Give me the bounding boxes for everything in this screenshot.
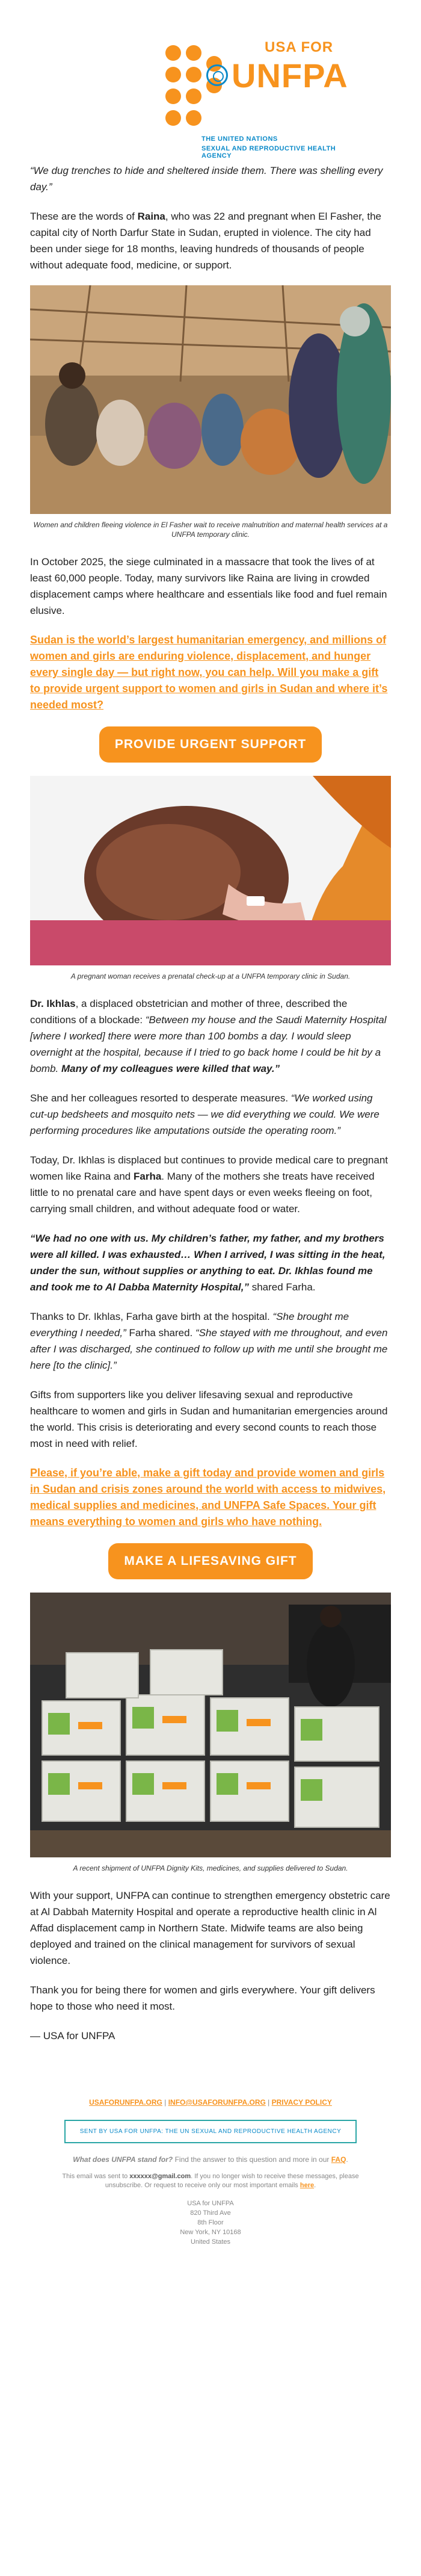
thank-you-paragraph: Thank you for being there for women and girls everywhere. Your gift delivers hope to those who need it most. xyxy=(30,1984,375,2012)
un-globe-icon xyxy=(206,64,228,86)
button-row-1 xyxy=(30,726,391,763)
button-row-2 xyxy=(30,1543,391,1579)
photo-supply-shipment[interactable] xyxy=(30,1593,391,1857)
desperate-measures-paragraph: She and her colleagues resorted to desperate measures. “We worked using cut-up bedsheets and mosquito nets — we did everything we could. We were performing procedures like amputations outside the operating room.” xyxy=(30,1092,380,1136)
mailing-address: USA for UNFPA 820 Third Ave 8th Floor New York, NY 10168 United States xyxy=(180,2200,241,2246)
footer-links: USAFORUNFPA.ORG | INFO@USAFORUNFPA.ORG | PRIVACY POLICY xyxy=(89,2098,332,2107)
email-container xyxy=(30,0,391,2247)
photo-illustration xyxy=(30,776,391,965)
faq-line: What does UNFPA stand for? Find the answer to this question and more in our FAQ. xyxy=(73,2155,348,2164)
photo-women-children-clinic[interactable] xyxy=(30,285,391,514)
photo-caption-2: A pregnant woman receives a prenatal check-up at a UNFPA temporary clinic in Sudan. xyxy=(70,972,351,980)
photo-illustration xyxy=(30,1593,391,1857)
logo-tagline-2: SEXUAL AND REPRODUCTIVE HEALTH AGENCY xyxy=(201,145,336,159)
make-a-lifesaving-gift-button[interactable]: MAKE A LIFESAVING GIFT xyxy=(108,1543,312,1579)
header xyxy=(30,0,391,163)
siege-paragraph: In October 2025, the siege culminated in a massacre that took the lives of at least 60,000 people. Today, many survivors like Raina are living in crowded displacement camps where healthcare and essentials like food and fuel remain elusive. xyxy=(30,556,387,616)
provide-urgent-support-button[interactable]: PROVIDE URGENT SUPPORT xyxy=(99,726,322,763)
recipient-email: xxxxxx@gmail.com xyxy=(129,2173,191,2180)
email-notice: This email was sent to xxxxxx@gmail.com. If you no longer wish to receive these messages, please unsubscribe. Or request to receive only our most important emails here. xyxy=(62,2173,359,2189)
displaced-paragraph: Today, Dr. Ikhlas is displaced but continues to provide medical care to pregnant women like Raina and Farha. Many of the mothers she treats have received little to no prenatal care and have spent days or even weeks fleeing on foot, carrying small children, and without adequate food or water. xyxy=(30,1154,389,1215)
intro-quote: “We dug trenches to hide and sheltered inside them. There was shelling every day.” xyxy=(30,165,383,193)
sent-by-badge: SENT BY USA FOR UNFPA: THE UN SEXUAL AND REPRODUCTIVE HEALTH AGENCY xyxy=(64,2120,357,2143)
photo-prenatal-checkup[interactable] xyxy=(30,776,391,965)
logo-tagline-1: THE UNITED NATIONS xyxy=(201,135,278,143)
cta-link-urgent-support[interactable]: Sudan is the world’s largest humanitarian emergency, and millions of women and girls are enduring violence, displacement, and hunger every single day — but right now, you can help. Will you make a gift to provide urgent support to women and girls in Sudan and where it’s needed most? xyxy=(30,634,388,711)
logo-unfpa: UNFPA xyxy=(232,57,348,94)
gifts-paragraph: Gifts from supporters like you deliver lifesaving sexual and reproductive healthcare to women and girls in Sudan and humanitarian emergencies around the world. This crisis is deteriorating and every second counts to reach those most in need with relief. xyxy=(30,1389,388,1449)
photo-caption-3: A recent shipment of UNFPA Dignity Kits, medicines, and supplies delivered to Sudan. xyxy=(73,1864,348,1872)
logo-usa-for: USA FOR xyxy=(265,39,334,55)
dots-logo-mark xyxy=(165,45,226,129)
signoff: — USA for UNFPA xyxy=(30,2030,115,2042)
photo-illustration xyxy=(30,285,391,514)
intro-paragraph: These are the words of Raina, who was 22 and pregnant when El Fasher, the capital city of North Darfur State in Sudan, erupted in violence. The city had been under siege for 18 months, leaving hundreds of thousands of people without adequate food, medicine, or support. xyxy=(30,211,382,271)
footer-link-privacy[interactable]: PRIVACY POLICY xyxy=(271,2098,332,2107)
footer-link-website[interactable]: USAFORUNFPA.ORG xyxy=(89,2098,162,2107)
name-raina: Raina xyxy=(137,211,165,222)
footer xyxy=(30,2098,391,2247)
email-preferences-link[interactable]: here xyxy=(300,2182,315,2189)
usa-for-unfpa-logo[interactable] xyxy=(135,33,348,159)
photo-caption-1: Women and children fleeing violence in El Fasher wait to receive malnutrition and maternal health services at a UNFPA temporary clinic. xyxy=(33,521,388,539)
name-dr-ikhlas: Dr. Ikhlas xyxy=(30,998,76,1009)
cta-link-lifesaving-gift[interactable]: Please, if you’re able, make a gift today and provide women and girls in Sudan and crisis zones around the world with access to midwives, medical supplies and medicines, and UNFPA Safe Spaces. Your gift means everything to women and girls who have nothing. xyxy=(30,1467,386,1528)
birth-paragraph: Thanks to Dr. Ikhlas, Farha gave birth at the hospital. “She brought me everything I needed,” Farha shared. “She stayed with me throughout, and even after I was discharged, she continued to follow up with me until she brought me here [to the clinic].” xyxy=(30,1311,388,1371)
farha-quote-paragraph: “We had no one with us. My children’s father, my father, and my brothers were all killed. I was exhausted… When I arrived, I was sitting in the heat, under the sun, without supplies or anything to eat. Dr. Ikhlas found me and took me to Al Dabba Maternity Hospital,” shared Farha. xyxy=(30,1233,386,1293)
name-farha: Farha xyxy=(133,1171,162,1182)
footer-link-email[interactable]: INFO@USAFORUNFPA.ORG xyxy=(168,2098,266,2107)
support-paragraph: With your support, UNFPA can continue to strengthen emergency obstetric care at Al Dabbah Maternity Hospital and operate a reproductive health clinic in Al Affad displacement camp in Northern State. Midwife teams are also being deployed and trained on the clinical management for survivors of sexual violence. xyxy=(30,1890,390,1966)
dr-ikhlas-paragraph: Dr. Ikhlas, a displaced obstetrician and mother of three, described the conditions of a blockade: “Between my house and the Saudi Maternity Hospital [where I worked] there were more than 100 bombs a day. I would sleep overnight at the hospital, because if I tried to go back home I could be hit by a bomb. Many of my colleagues were killed that way.” xyxy=(30,998,387,1074)
faq-link[interactable]: FAQ xyxy=(331,2155,346,2164)
